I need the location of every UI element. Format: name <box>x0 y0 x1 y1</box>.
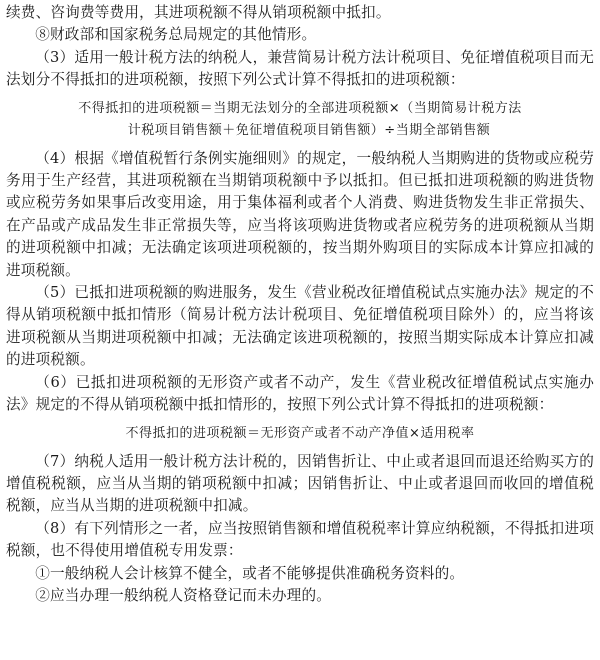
formula-intangible-assets <box>6 423 594 445</box>
formula-non-deductible-input-tax <box>6 98 594 142</box>
document-page <box>6 2 594 607</box>
paragraph-section-8: （8）有下列情形之一者，应当按照销售额和增值税税率计算应纳税额，不得抵扣进项税额，也不得使用增值税专用发票： <box>6 519 594 560</box>
list-item-2: ②应当办理一般纳税人资格登记而未办理的。 <box>35 586 332 604</box>
formula-line: 不得抵扣的进项税额＝无形资产或者不动产净值×适用税率 <box>125 425 475 441</box>
paragraph-section-7: （7）纳税人适用一般计税方法计税的，因销售折让、中止或者退回而退还给购买方的增值税税额，应当从当期的销项税额中扣减；因销售折让、中止或者退回而收回的增值税税额，应当从当期的进项税额中扣减。 <box>6 452 594 515</box>
paragraph-section-5: （5）已抵扣进项税额的购进服务，发生《营业税改征增值税试点实施办法》规定的不得从销项税额中抵扣情形（简易计税方法计税项目、免征增值税项目除外）的，应当将该进项税额从当期进项税额中扣减；无法确定该进项税额的，按照当期实际成本计算应扣减的进项税额。 <box>6 284 594 369</box>
formula-line-1: 不得抵扣的进项税额＝当期无法划分的全部进项税额×（当期简易计税方法 <box>78 100 522 116</box>
paragraph-item-8: ⑧财政部和国家税务总局规定的其他情形。 <box>35 26 317 44</box>
paragraph-section-4: （4）根据《增值税暂行条例实施细则》的规定，一般纳税人当期购进的货物或应税劳务用于生产经营，其进项税额在当期销项税额中予以抵扣。但已抵扣进项税额的购进货物或应税劳务如果事后改变用途，用于集体福利或者个人消费、购进货物发生非正常损失、在产品或产成品发生非正常损失等，应当将该项购进货物或者应税劳务的进项税额从当期的进项税额中扣减；无法确定该项进项税额的，按当期外购项目的实际成本计算应扣减的进项税额。 <box>6 149 594 279</box>
paragraph-continuation: 续费、咨询费等费用，其进项税额不得从销项税额中抵扣。 <box>6 4 391 21</box>
paragraph-section-6: （6）已抵扣进项税额的无形资产或者不动产，发生《营业税改征增值税试点实施办法》规定的不得从销项税额中抵扣情形的，按照下列公式计算不得抵扣的进项税额： <box>6 373 594 414</box>
list-item-1: ①一般纳税人会计核算不健全，或者不能够提供准确税务资料的。 <box>35 564 465 582</box>
paragraph-section-3: （3）适用一般计税方法的纳税人，兼营简易计税方法计税项目、免征增值税项目而无法划分不得抵扣的进项税额，按照下列公式计算不得抵扣的进项税额： <box>6 48 594 89</box>
formula-line-2: 计税项目销售额＋免征增值税项目销售额）÷当期全部销售额 <box>127 122 491 138</box>
